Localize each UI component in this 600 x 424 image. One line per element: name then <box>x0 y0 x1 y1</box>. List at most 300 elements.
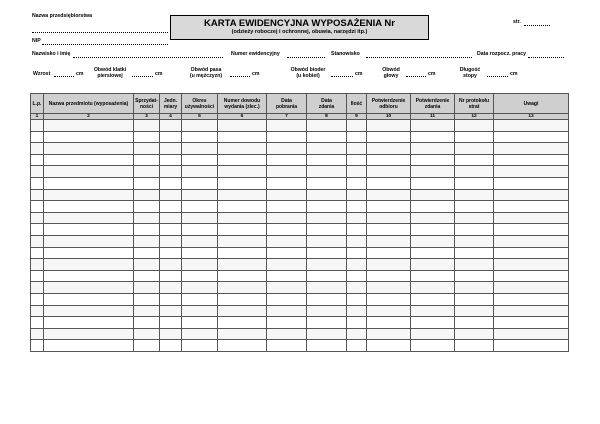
table-cell[interactable] <box>367 293 411 305</box>
table-cell[interactable] <box>160 189 182 201</box>
table-cell[interactable] <box>160 120 182 132</box>
table-cell[interactable] <box>134 293 160 305</box>
table-cell[interactable] <box>134 328 160 340</box>
table-cell[interactable] <box>182 120 218 132</box>
table-cell[interactable] <box>267 328 307 340</box>
table-cell[interactable] <box>134 340 160 352</box>
column-header-line2: używalności <box>184 103 215 110</box>
table-cell[interactable] <box>307 201 347 213</box>
table-cell[interactable] <box>367 154 411 166</box>
table-cell[interactable] <box>307 270 347 282</box>
table-cell[interactable] <box>367 305 411 317</box>
table-cell[interactable] <box>267 317 307 329</box>
table-cell[interactable] <box>218 201 267 213</box>
table-cell[interactable] <box>455 189 494 201</box>
table-cell[interactable] <box>160 224 182 236</box>
table-cell[interactable] <box>347 224 367 236</box>
table-cell[interactable] <box>267 247 307 259</box>
table-cell[interactable] <box>160 328 182 340</box>
table-cell[interactable] <box>44 235 134 247</box>
table-cell[interactable] <box>307 154 347 166</box>
form-title-box <box>170 15 429 40</box>
table-cell[interactable] <box>182 293 218 305</box>
table-cell[interactable] <box>347 154 367 166</box>
table-cell[interactable] <box>411 328 455 340</box>
table-cell[interactable] <box>134 189 160 201</box>
table-cell[interactable] <box>307 166 347 178</box>
table-row <box>31 328 569 340</box>
table-cell[interactable] <box>44 293 134 305</box>
table-cell[interactable] <box>44 143 134 155</box>
table-cell[interactable] <box>182 328 218 340</box>
table-row <box>31 305 569 317</box>
table-cell[interactable] <box>218 166 267 178</box>
height-field[interactable] <box>54 76 74 77</box>
table-cell[interactable] <box>160 259 182 271</box>
table-cell[interactable] <box>455 247 494 259</box>
table-cell[interactable] <box>494 189 569 201</box>
table-cell[interactable] <box>31 131 44 143</box>
table-cell[interactable] <box>347 293 367 305</box>
table-cell[interactable] <box>218 270 267 282</box>
table-cell[interactable] <box>218 131 267 143</box>
table-cell[interactable] <box>160 201 182 213</box>
table-cell[interactable] <box>44 131 134 143</box>
table-cell[interactable] <box>411 224 455 236</box>
table-cell[interactable] <box>31 259 44 271</box>
table-cell[interactable] <box>494 293 569 305</box>
table-row <box>31 235 569 247</box>
name-field[interactable] <box>73 57 223 58</box>
table-cell[interactable] <box>307 131 347 143</box>
table-cell[interactable] <box>494 340 569 352</box>
table-cell[interactable] <box>218 224 267 236</box>
table-cell[interactable] <box>134 317 160 329</box>
table-cell[interactable] <box>160 166 182 178</box>
table-cell[interactable] <box>411 235 455 247</box>
table-cell[interactable] <box>494 166 569 178</box>
table-cell[interactable] <box>31 317 44 329</box>
table-cell[interactable] <box>160 177 182 189</box>
table-cell[interactable] <box>411 131 455 143</box>
table-cell[interactable] <box>455 224 494 236</box>
table-cell[interactable] <box>182 270 218 282</box>
table-cell[interactable] <box>44 340 134 352</box>
table-cell[interactable] <box>455 143 494 155</box>
table-cell[interactable] <box>267 166 307 178</box>
table-cell[interactable] <box>455 201 494 213</box>
table-cell[interactable] <box>267 270 307 282</box>
table-cell[interactable] <box>31 328 44 340</box>
table-cell[interactable] <box>367 166 411 178</box>
table-cell[interactable] <box>411 282 455 294</box>
table-cell[interactable] <box>182 247 218 259</box>
table-cell[interactable] <box>44 166 134 178</box>
table-cell[interactable] <box>347 201 367 213</box>
table-cell[interactable] <box>494 305 569 317</box>
table-cell[interactable] <box>367 235 411 247</box>
table-cell[interactable] <box>411 293 455 305</box>
column-header-13 <box>494 94 569 114</box>
table-cell[interactable] <box>134 247 160 259</box>
table-cell[interactable] <box>182 259 218 271</box>
table-cell[interactable] <box>267 131 307 143</box>
table-cell[interactable] <box>367 212 411 224</box>
table-cell[interactable] <box>494 270 569 282</box>
company-name-label: Nazwa przedsiębiorstwa <box>32 13 92 19</box>
head-label <box>377 67 405 79</box>
table-cell[interactable] <box>44 305 134 317</box>
table-cell[interactable] <box>455 259 494 271</box>
table-cell[interactable] <box>455 120 494 132</box>
table-cell[interactable] <box>31 201 44 213</box>
head-label-line1: Obwód <box>382 67 400 73</box>
table-row <box>31 166 569 178</box>
table-cell[interactable] <box>494 282 569 294</box>
table-cell[interactable] <box>347 247 367 259</box>
table-cell[interactable] <box>455 328 494 340</box>
table-cell[interactable] <box>307 247 347 259</box>
table-row <box>31 282 569 294</box>
table-cell[interactable] <box>367 177 411 189</box>
table-cell[interactable] <box>411 259 455 271</box>
table-cell[interactable] <box>494 131 569 143</box>
table-cell[interactable] <box>267 154 307 166</box>
table-cell[interactable] <box>160 154 182 166</box>
table-cell[interactable] <box>307 328 347 340</box>
table-cell[interactable] <box>182 282 218 294</box>
table-cell[interactable] <box>182 305 218 317</box>
table-cell[interactable] <box>307 340 347 352</box>
table-cell[interactable] <box>134 305 160 317</box>
table-cell[interactable] <box>160 131 182 143</box>
table-cell[interactable] <box>31 340 44 352</box>
table-cell[interactable] <box>31 293 44 305</box>
table-cell[interactable] <box>494 154 569 166</box>
chest-field[interactable] <box>132 76 153 77</box>
table-cell[interactable] <box>218 235 267 247</box>
table-cell[interactable] <box>31 177 44 189</box>
table-cell[interactable] <box>134 282 160 294</box>
table-cell[interactable] <box>267 293 307 305</box>
table-cell[interactable] <box>367 224 411 236</box>
table-cell[interactable] <box>44 120 134 132</box>
table-cell[interactable] <box>44 177 134 189</box>
position-field[interactable] <box>366 57 472 58</box>
table-cell[interactable] <box>347 120 367 132</box>
table-cell[interactable] <box>267 212 307 224</box>
table-cell[interactable] <box>411 143 455 155</box>
table-cell[interactable] <box>134 143 160 155</box>
table-cell[interactable] <box>44 259 134 271</box>
table-cell[interactable] <box>347 143 367 155</box>
column-header-6 <box>218 94 267 114</box>
table-cell[interactable] <box>267 201 307 213</box>
column-header-7 <box>267 94 307 114</box>
table-cell[interactable] <box>160 317 182 329</box>
table-cell[interactable] <box>160 247 182 259</box>
table-cell[interactable] <box>134 131 160 143</box>
page-number-label: str. <box>513 19 521 25</box>
table-cell[interactable] <box>267 143 307 155</box>
hips-field[interactable] <box>331 76 353 77</box>
column-header-line2: miary <box>163 103 178 110</box>
table-cell[interactable] <box>455 305 494 317</box>
column-header-line2: strat <box>468 103 480 110</box>
table-cell[interactable] <box>494 120 569 132</box>
table-cell[interactable] <box>44 247 134 259</box>
table-cell[interactable] <box>31 212 44 224</box>
table-cell[interactable] <box>411 120 455 132</box>
table-cell[interactable] <box>31 282 44 294</box>
table-cell[interactable] <box>411 317 455 329</box>
table-cell[interactable] <box>218 120 267 132</box>
table-cell[interactable] <box>267 259 307 271</box>
table-cell[interactable] <box>134 166 160 178</box>
table-cell[interactable] <box>411 212 455 224</box>
column-header-line1: Potwierdzenie <box>371 97 406 104</box>
table-cell[interactable] <box>455 177 494 189</box>
foot-field[interactable] <box>487 76 508 77</box>
table-cell[interactable] <box>411 166 455 178</box>
waist-unit: cm <box>252 71 260 77</box>
table-cell[interactable] <box>134 235 160 247</box>
table-cell[interactable] <box>218 143 267 155</box>
table-cell[interactable] <box>411 154 455 166</box>
table-cell[interactable] <box>455 340 494 352</box>
table-cell[interactable] <box>134 259 160 271</box>
table-cell[interactable] <box>347 328 367 340</box>
table-cell[interactable] <box>367 328 411 340</box>
table-cell[interactable] <box>182 177 218 189</box>
table-cell[interactable] <box>411 201 455 213</box>
table-cell[interactable] <box>494 247 569 259</box>
table-cell[interactable] <box>347 282 367 294</box>
table-cell[interactable] <box>267 177 307 189</box>
table-cell[interactable] <box>31 120 44 132</box>
table-cell[interactable] <box>347 131 367 143</box>
table-cell[interactable] <box>218 328 267 340</box>
table-cell[interactable] <box>455 131 494 143</box>
table-cell[interactable] <box>367 340 411 352</box>
table-cell[interactable] <box>455 154 494 166</box>
table-cell[interactable] <box>307 189 347 201</box>
table-cell[interactable] <box>411 305 455 317</box>
table-cell[interactable] <box>160 270 182 282</box>
table-cell[interactable] <box>411 247 455 259</box>
table-cell[interactable] <box>347 177 367 189</box>
table-cell[interactable] <box>218 282 267 294</box>
table-cell[interactable] <box>494 235 569 247</box>
table-cell[interactable] <box>160 143 182 155</box>
table-cell[interactable] <box>307 224 347 236</box>
table-cell[interactable] <box>160 340 182 352</box>
table-cell[interactable] <box>218 340 267 352</box>
table-cell[interactable] <box>44 201 134 213</box>
nip-field[interactable] <box>42 44 168 45</box>
table-cell[interactable] <box>455 293 494 305</box>
table-cell[interactable] <box>347 340 367 352</box>
table-cell[interactable] <box>134 120 160 132</box>
table-cell[interactable] <box>160 212 182 224</box>
table-cell[interactable] <box>31 143 44 155</box>
table-cell[interactable] <box>218 247 267 259</box>
table-cell[interactable] <box>347 259 367 271</box>
table-cell[interactable] <box>347 166 367 178</box>
table-cell[interactable] <box>182 166 218 178</box>
table-cell[interactable] <box>31 224 44 236</box>
table-cell[interactable] <box>307 282 347 294</box>
table-cell[interactable] <box>367 143 411 155</box>
table-cell[interactable] <box>307 235 347 247</box>
table-row <box>31 224 569 236</box>
table-cell[interactable] <box>31 154 44 166</box>
table-cell[interactable] <box>307 259 347 271</box>
table-cell[interactable] <box>347 189 367 201</box>
table-cell[interactable] <box>267 120 307 132</box>
hips-label-line2: (u kobiet) <box>296 73 320 79</box>
table-cell[interactable] <box>182 340 218 352</box>
table-cell[interactable] <box>367 282 411 294</box>
table-cell[interactable] <box>307 212 347 224</box>
table-cell[interactable] <box>367 120 411 132</box>
table-cell[interactable] <box>347 305 367 317</box>
column-header-line1: Numer dowodu <box>223 97 261 104</box>
table-cell[interactable] <box>494 224 569 236</box>
table-cell[interactable] <box>307 120 347 132</box>
table-cell[interactable] <box>347 212 367 224</box>
table-cell[interactable] <box>307 143 347 155</box>
table-cell[interactable] <box>455 212 494 224</box>
table-cell[interactable] <box>182 212 218 224</box>
table-cell[interactable] <box>182 154 218 166</box>
table-cell[interactable] <box>160 293 182 305</box>
column-header-line2: pobrania <box>275 103 298 110</box>
table-cell[interactable] <box>31 305 44 317</box>
table-cell[interactable] <box>494 328 569 340</box>
table-cell[interactable] <box>455 270 494 282</box>
table-cell[interactable] <box>182 143 218 155</box>
table-cell[interactable] <box>182 131 218 143</box>
table-cell[interactable] <box>411 270 455 282</box>
start-date-field[interactable] <box>528 57 564 58</box>
table-cell[interactable] <box>160 305 182 317</box>
table-cell[interactable] <box>347 235 367 247</box>
table-cell[interactable] <box>411 189 455 201</box>
table-cell[interactable] <box>134 270 160 282</box>
table-cell[interactable] <box>218 317 267 329</box>
table-cell[interactable] <box>44 154 134 166</box>
table-cell[interactable] <box>182 224 218 236</box>
table-cell[interactable] <box>218 305 267 317</box>
height-label: Wzrost <box>33 71 51 77</box>
table-cell[interactable] <box>367 189 411 201</box>
table-cell[interactable] <box>494 259 569 271</box>
table-cell[interactable] <box>31 166 44 178</box>
table-cell[interactable] <box>134 201 160 213</box>
table-cell[interactable] <box>267 340 307 352</box>
table-cell[interactable] <box>267 235 307 247</box>
table-cell[interactable] <box>267 189 307 201</box>
table-cell[interactable] <box>218 177 267 189</box>
record-number-field[interactable] <box>287 57 325 58</box>
table-cell[interactable] <box>367 131 411 143</box>
table-cell[interactable] <box>134 212 160 224</box>
waist-field[interactable] <box>230 76 250 77</box>
table-cell[interactable] <box>218 259 267 271</box>
table-cell[interactable] <box>307 317 347 329</box>
table-cell[interactable] <box>218 189 267 201</box>
table-cell[interactable] <box>182 235 218 247</box>
table-cell[interactable] <box>367 201 411 213</box>
table-cell[interactable] <box>455 235 494 247</box>
table-cell[interactable] <box>347 270 367 282</box>
table-row <box>31 317 569 329</box>
table-cell[interactable] <box>31 270 44 282</box>
table-cell[interactable] <box>411 177 455 189</box>
table-cell[interactable] <box>494 177 569 189</box>
table-cell[interactable] <box>347 317 367 329</box>
table-cell[interactable] <box>411 340 455 352</box>
table-cell[interactable] <box>367 317 411 329</box>
table-cell[interactable] <box>307 305 347 317</box>
table-cell[interactable] <box>134 224 160 236</box>
table-cell[interactable] <box>494 317 569 329</box>
table-cell[interactable] <box>44 224 134 236</box>
table-cell[interactable] <box>307 177 347 189</box>
table-cell[interactable] <box>455 282 494 294</box>
company-name-field[interactable] <box>32 32 168 33</box>
table-cell[interactable] <box>44 270 134 282</box>
table-cell[interactable] <box>367 259 411 271</box>
table-cell[interactable] <box>134 177 160 189</box>
table-cell[interactable] <box>367 247 411 259</box>
table-cell[interactable] <box>44 328 134 340</box>
page-number-field[interactable] <box>524 25 550 26</box>
table-cell[interactable] <box>267 224 307 236</box>
table-cell[interactable] <box>182 201 218 213</box>
table-cell[interactable] <box>160 235 182 247</box>
table-cell[interactable] <box>134 154 160 166</box>
table-cell[interactable] <box>182 189 218 201</box>
table-cell[interactable] <box>455 317 494 329</box>
table-cell[interactable] <box>494 201 569 213</box>
column-number-12: 12 <box>455 114 494 120</box>
table-cell[interactable] <box>218 212 267 224</box>
table-cell[interactable] <box>267 282 307 294</box>
column-number-13: 13 <box>494 114 569 120</box>
table-cell[interactable] <box>182 317 218 329</box>
table-cell[interactable] <box>31 247 44 259</box>
table-cell[interactable] <box>44 189 134 201</box>
table-cell[interactable] <box>31 189 44 201</box>
table-cell[interactable] <box>455 166 494 178</box>
table-cell[interactable] <box>267 305 307 317</box>
table-cell[interactable] <box>307 293 347 305</box>
table-cell[interactable] <box>44 317 134 329</box>
table-cell[interactable] <box>494 143 569 155</box>
table-cell[interactable] <box>218 293 267 305</box>
table-cell[interactable] <box>44 282 134 294</box>
table-cell[interactable] <box>494 212 569 224</box>
table-cell[interactable] <box>160 282 182 294</box>
table-cell[interactable] <box>367 270 411 282</box>
table-cell[interactable] <box>218 154 267 166</box>
head-field[interactable] <box>406 76 426 77</box>
table-cell[interactable] <box>31 235 44 247</box>
table-cell[interactable] <box>44 212 134 224</box>
foot-unit: cm <box>510 71 518 77</box>
